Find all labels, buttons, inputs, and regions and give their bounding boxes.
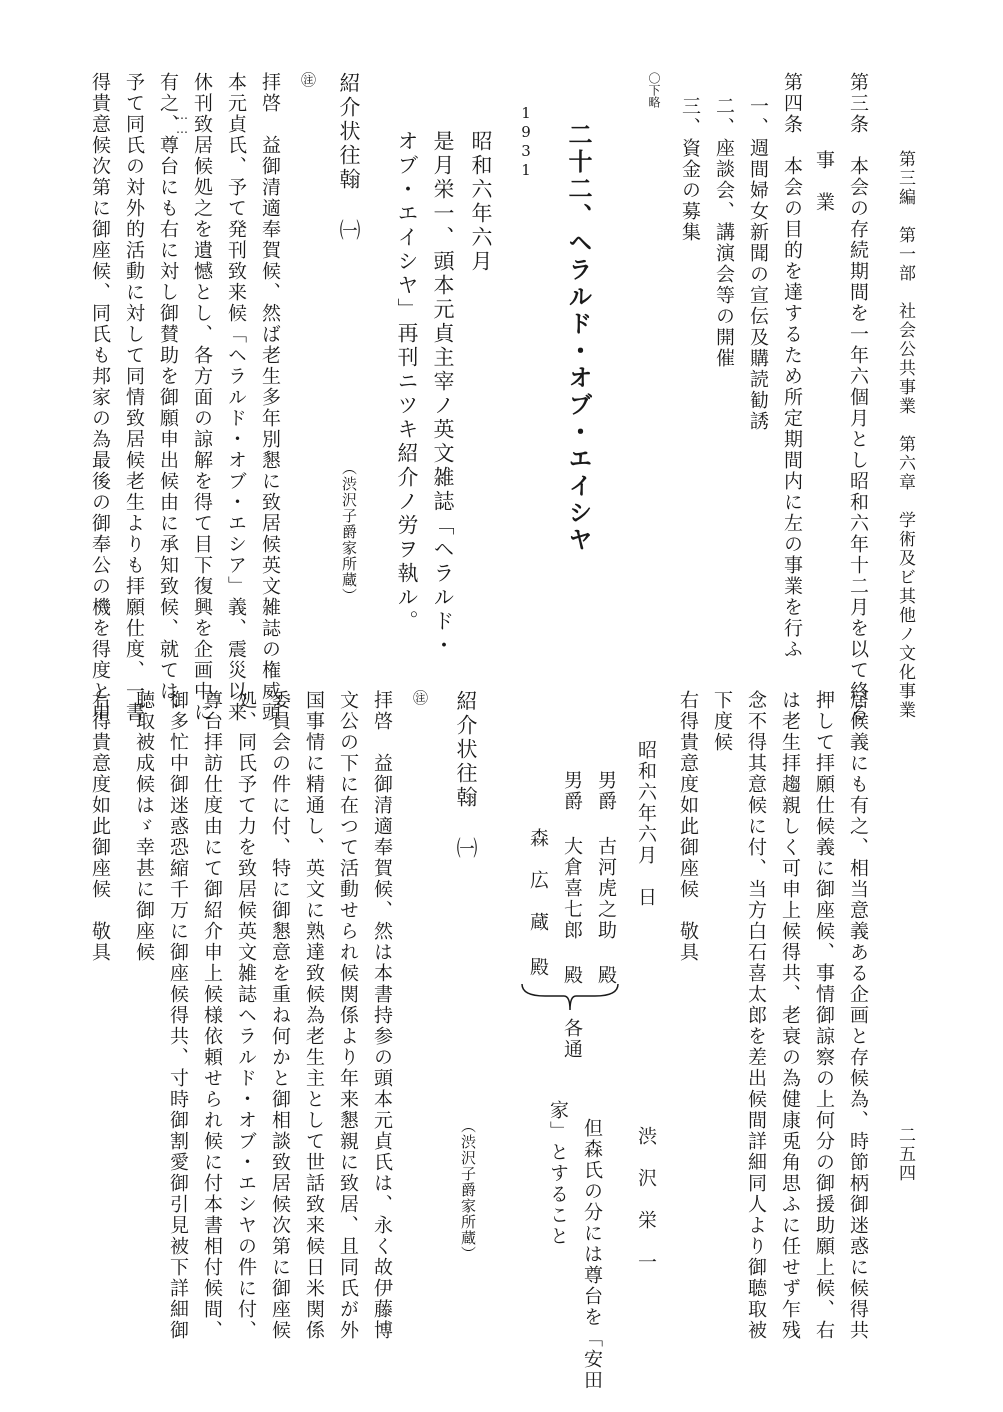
letter-line-6: 得貴意候次第に御座候、同氏も邦家の為最後の御奉公の機を得度と申 xyxy=(89,72,111,723)
page-number: 二五四 xyxy=(895,1126,915,1183)
letter2-line-5: 処、同氏予て力を致居候英文雑誌ヘラルド・オブ・エシヤの件に付、 xyxy=(235,690,257,1341)
letter2-line-2: 文公の下に在つて活動せられ候関係より年来懇親に致居、且同氏が外 xyxy=(337,690,359,1341)
item-3: 三、資金の募集 xyxy=(679,96,701,243)
letter2-line-4: 委員会の件に付、特に御懇意を重ね何かと御相談致居候次第に御座候 xyxy=(269,690,291,1341)
letter-line-5: 予て同氏の対外的活動に対して同情致居候老生よりも拝願仕度、一書 xyxy=(123,72,145,723)
item-2: 二、座談会、講演会等の開催 xyxy=(713,96,735,369)
each-copy: 各通 xyxy=(561,1018,583,1060)
letter2-closing: 右得貴意度如此御座候 敬具 xyxy=(89,690,111,963)
section-title: 二十二、ヘラルド・オブ・エイシヤ xyxy=(564,122,593,554)
article-heading: 事 業 xyxy=(813,150,835,213)
addressee-3: 森 広 蔵 殿 xyxy=(527,828,549,978)
article-3: 第三条 本会の存続期間を一年六個月とし昭和六年十二月を以て終る xyxy=(847,72,869,723)
addressee-1: 男爵 古河虎之助 殿 xyxy=(595,770,617,986)
note-line-2: 家」とすること xyxy=(547,1100,569,1247)
signer: 渋 沢 栄 一 xyxy=(635,1126,657,1273)
running-head: 第三編 第一部 社会公共事業 第六章 学術及ビ其他ノ文化事業 xyxy=(895,150,915,720)
omitted-mark: 〇下略 xyxy=(647,72,661,108)
brace-mark xyxy=(520,980,620,1014)
elision-dots: …… xyxy=(175,108,189,136)
letter-line-2: 本元貞氏、予て発刊致来候「ヘラルド・オブ・エシア」義、震災以来 xyxy=(225,72,247,723)
note-line-1: 但森氏の分には尊台を「安田 xyxy=(581,1118,603,1391)
lower-line-1: 居候義にも有之、相当意義ある企画と存候為、時節柄御迷惑に候得共 xyxy=(847,690,869,1341)
lower-line-2: 押して拝願仕候義に御座候、事情御諒察の上何分の御援助願上候、右 xyxy=(813,690,835,1341)
letter-date: 昭和六年六月 日 xyxy=(635,740,657,908)
article-4: 第四条 本会の目的を達するため所定期間内に左の事業を行ふ xyxy=(781,72,803,660)
addressee-2: 男爵 大倉喜七郎 殿 xyxy=(561,770,583,986)
letter2-line-7: 御多忙中御迷惑恐縮千万に御座候得共、寸時御割愛御引見被下詳細御 xyxy=(167,690,189,1341)
letter2-line-6: 尊台拝訪仕度由にて御紹介申上候様依頼せられ候に付本書相付候間、 xyxy=(201,690,223,1341)
year-western: 1931 xyxy=(517,104,535,180)
letter-line-1: 拝啓 益御清適奉賀候、然ば老生多年別懇に致居候英文雑誌の権威頭 xyxy=(259,72,281,723)
draft-mark: ㊟ xyxy=(299,72,317,88)
lower-closing: 右得貴意度如此御座候 敬具 xyxy=(677,690,699,963)
lower-line-5: 下度候 xyxy=(711,690,733,753)
letter2-line-3: 国事情に精通し、英文に熟達致候為老生主として世話致来候日米関係 xyxy=(303,690,325,1341)
item-1: 一、週間婦女新聞の宣伝及購読勧誘 xyxy=(747,96,769,432)
letter2-line-1: 拝啓 益御清適奉賀候、然は本書持参の頭本元貞氏は、永く故伊藤博 xyxy=(371,690,393,1341)
source-note-2: （渋沢子爵家所蔵） xyxy=(459,1118,477,1262)
lower-line-4: 念不得其意候に付、当方白石喜太郎を差出候間詳細同人より御聴取被 xyxy=(745,690,767,1341)
letter-line-4: 有之、尊台にも右に対し御賛助を御願申出候由に承知致候、就ては、 xyxy=(157,72,179,723)
draft-mark-2: ㊟ xyxy=(411,690,429,706)
source-note: （渋沢子爵家所蔵） xyxy=(340,460,358,604)
lower-line-3: は老生拝趨親しく可申上候得共、老衰の為健康兎角思ふに任せず乍残 xyxy=(779,690,801,1341)
summary-line-2: オブ・エイシヤ」再刊ニツキ紹介ノ労ヲ執ル。 xyxy=(395,130,419,634)
letter2-line-8: 聴取被成候はゞ幸甚に御座候 xyxy=(133,690,155,963)
letter-title: 紹介状往翰 ㈠ xyxy=(337,72,361,243)
letter-title-2: 紹介状往翰 ㈠ xyxy=(454,690,478,861)
date-heading: 昭和六年六月 xyxy=(469,130,493,274)
summary-line-1: 是月栄一、頭本元貞主宰ノ英文雑誌「ヘラルド・ xyxy=(431,130,455,658)
letter-line-3: 休刊致居候処之を遺憾とし、各方面の諒解を得て目下復興を企画中に xyxy=(191,72,213,723)
